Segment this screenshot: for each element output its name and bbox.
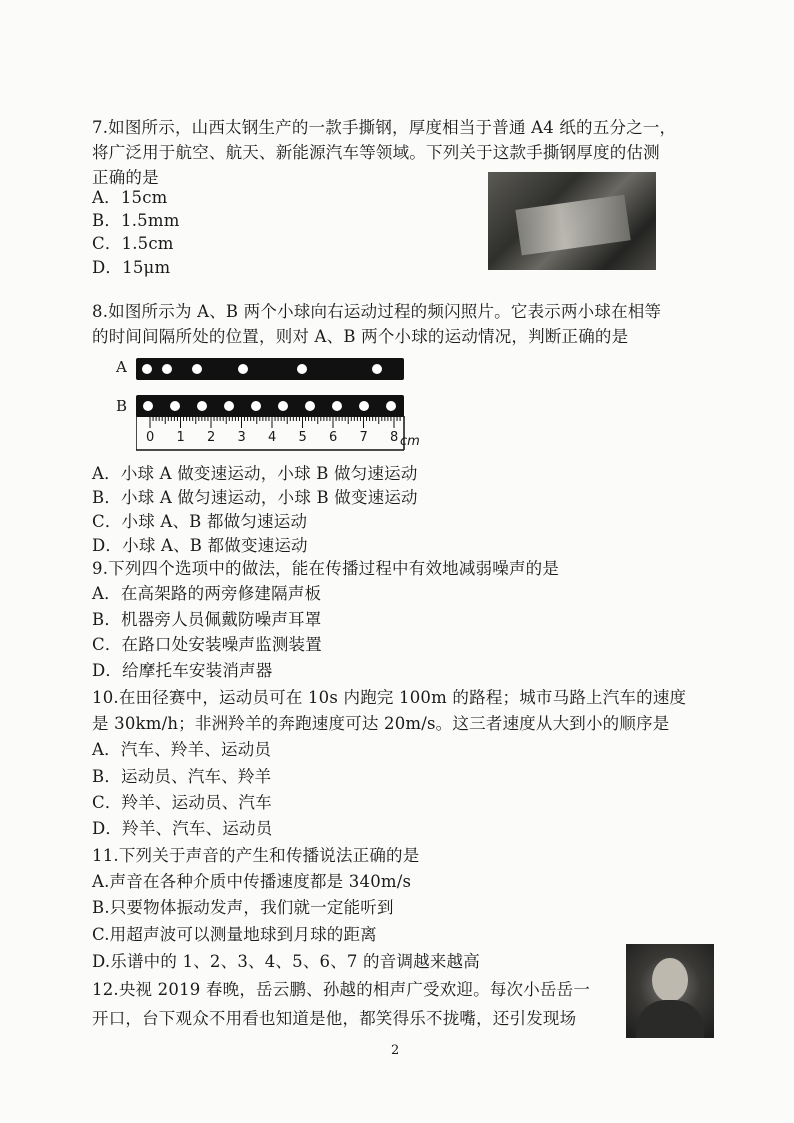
q7-option-a: A．15cm [92,188,168,207]
ball-b [332,401,342,411]
ruler-tick-label: 3 [237,430,246,445]
ruler-tick-label: 6 [329,430,338,445]
ball-b [359,401,369,411]
ball-a [142,364,152,374]
ruler-tick-label: 2 [207,430,216,445]
page-number: 2 [391,1043,400,1058]
strip-a [136,358,404,380]
q12-stem-line-1: 12.央视 2019 春晚，岳云鹏、孙越的相声广受欢迎。每次小岳岳一 [92,980,591,999]
ruler-tick-label: 8 [390,430,399,445]
strip-b-label: B [116,397,128,415]
ball-b [251,401,261,411]
ruler-tick-label: 7 [359,430,368,445]
q7-option-b: B．1.5mm [92,211,180,230]
q12-stem-line-2: 开口，台下观众不用看也知道是他，都笑得乐不拢嘴，还引发现场 [92,1009,577,1028]
q8-option-a: A．小球 A 做变速运动，小球 B 做匀速运动 [92,464,418,483]
ruler-tick-label: 1 [176,430,185,445]
ruler-tick-label: 4 [268,430,277,445]
ball-b [305,401,315,411]
q7-option-c: C．1.5cm [92,234,174,253]
ruler-unit-label: cm [400,434,420,449]
q8-option-c: C．小球 A、B 都做匀速运动 [92,512,308,531]
q11-option-d: D.乐谱中的 1、2、3、4、5、6、7 的音调越来越高 [92,952,480,971]
q10-stem-line-1: 10.在田径赛中，运动员可在 10s 内跑完 100m 的路程；城市马路上汽车的速度 [92,688,687,707]
q11-option-c: C.用超声波可以测量地球到月球的距离 [92,925,377,944]
q10-option-a: A．汽车、羚羊、运动员 [92,740,272,759]
q10-option-d: D．羚羊、汽车、运动员 [92,819,273,838]
ball-a [372,364,382,374]
q11-option-b: B.只要物体振动发声，我们就一定能听到 [92,898,394,917]
ball-b [386,401,396,411]
q7-stem-line-1: 7.如图所示，山西太钢生产的一款手撕钢，厚度相当于普通 A4 纸的五分之一， [92,118,677,137]
q10-option-b: B．运动员、汽车、羚羊 [92,767,272,786]
ball-a [162,364,172,374]
q8-option-d: D．小球 A、B 都做变速运动 [92,536,308,555]
q11-option-a: A.声音在各种介质中传播速度都是 340m/s [92,872,412,891]
q11-stem-line-1: 11.下列关于声音的产生和传播说法正确的是 [92,846,420,865]
q8-stem-line-2: 的时间间隔所处的位置，则对 A、B 两个小球的运动情况，判断正确的是 [92,327,629,346]
q10-option-c: C．羚羊、运动员、汽车 [92,793,272,812]
ball-b [143,401,153,411]
ball-b [197,401,207,411]
ball-a [297,364,307,374]
ball-b [170,401,180,411]
ball-a [238,364,248,374]
strip-a-label: A [116,358,127,376]
comedian-photo [626,944,714,1038]
q7-stem-line-3: 正确的是 [92,168,159,187]
ball-b [224,401,234,411]
q10-stem-line-2: 是 30km/h；非洲羚羊的奔跑速度可达 20m/s。这三者速度从大到小的顺序是 [92,714,670,733]
ball-b [278,401,288,411]
q7-option-d: D．15μm [92,258,171,277]
q9-stem-line-1: 9.下列四个选项中的做法，能在传播过程中有效地减弱噪声的是 [92,559,560,578]
ruler-tick-label: 5 [298,430,307,445]
steel-foil-photo [488,172,656,270]
q9-option-a: A．在高架路的两旁修建隔声板 [92,584,322,603]
q9-option-d: D．给摩托车安装消声器 [92,661,273,680]
q8-stem-line-1: 8.如图所示为 A、B 两个小球向右运动过程的频闪照片。它表示两小球在相等 [92,302,662,321]
q8-option-b: B．小球 A 做匀速运动，小球 B 做变速运动 [92,488,418,507]
q9-option-c: C．在路口处安装噪声监测装置 [92,635,322,654]
q9-option-b: B．机器旁人员佩戴防噪声耳罩 [92,610,322,629]
ruler-tick-label: 0 [146,430,155,445]
ball-a [192,364,202,374]
q7-stem-line-2: 将广泛用于航空、航天、新能源汽车等领域。下列关于这款手撕钢厚度的估测 [92,143,660,162]
